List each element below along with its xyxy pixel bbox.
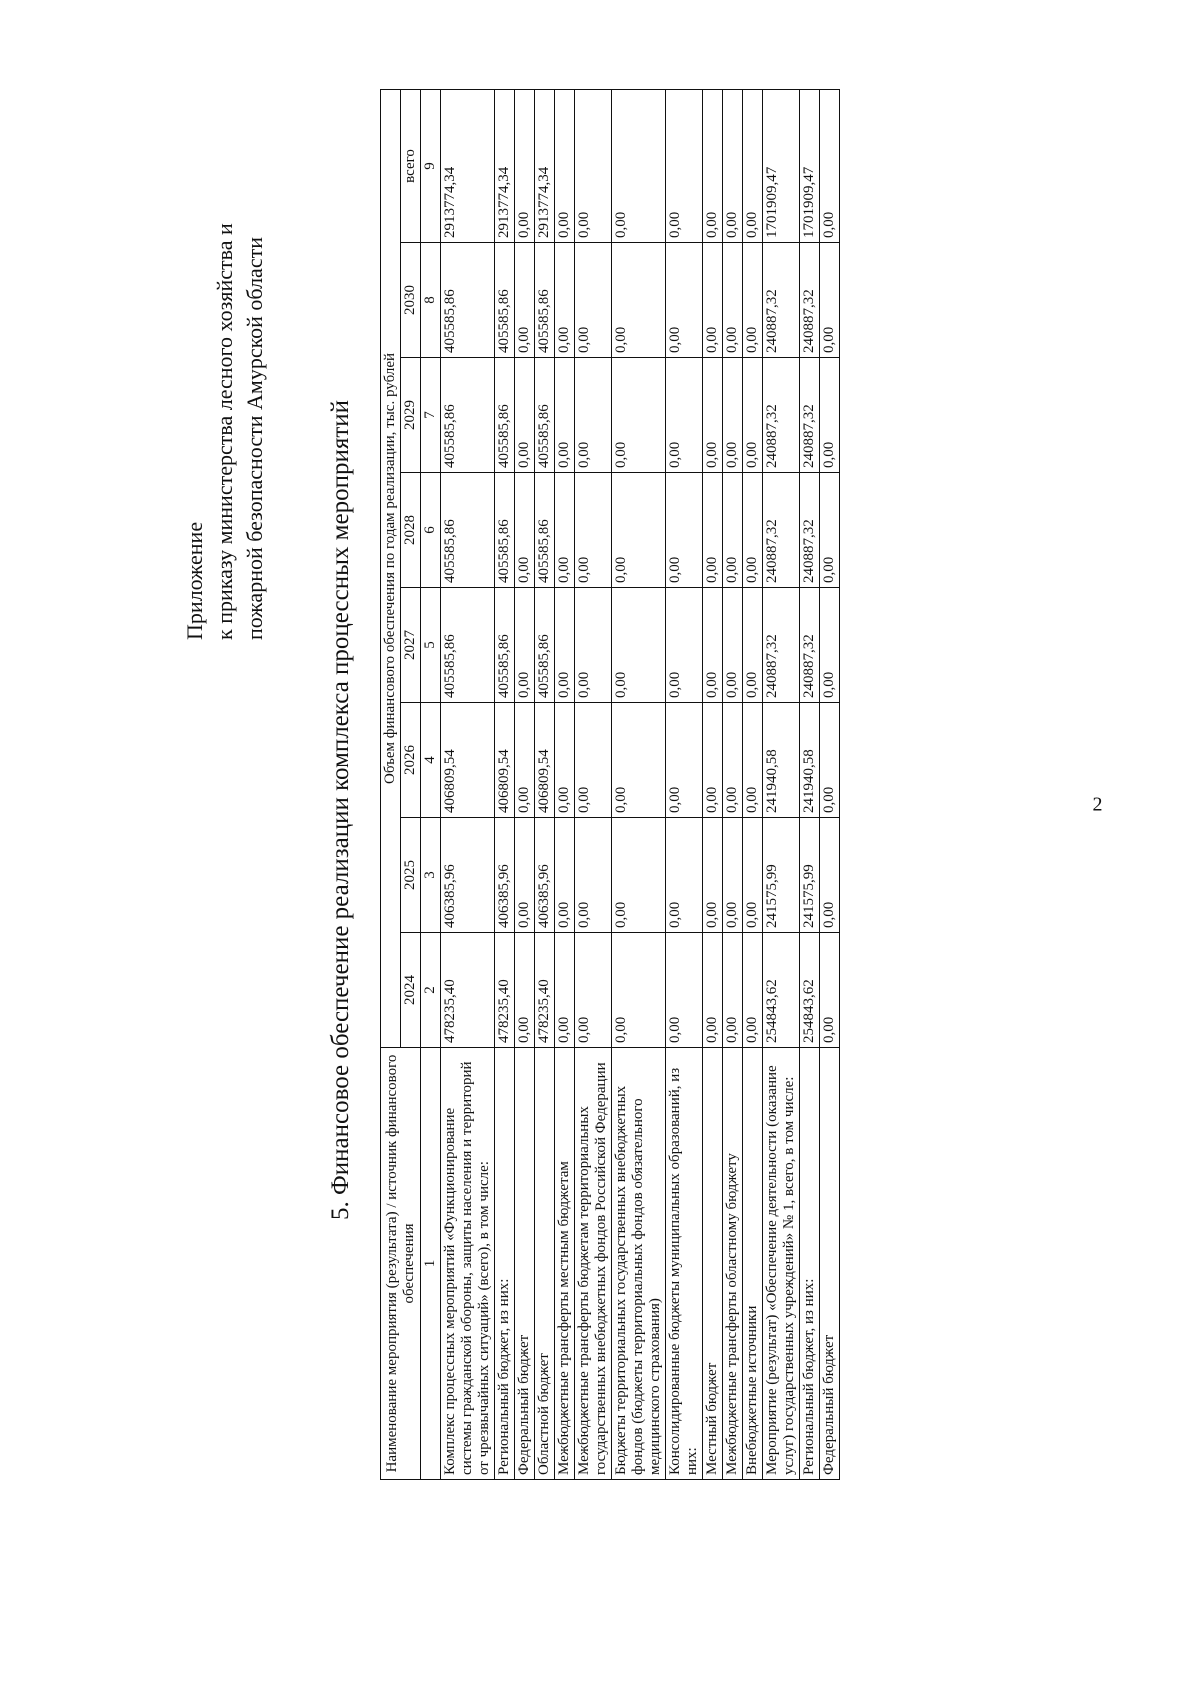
row-value: 405585,86 (441, 588, 495, 703)
row-value: 406809,54 (535, 703, 555, 818)
row-value: 2913774,34 (535, 89, 555, 242)
row-value: 0,00 (820, 243, 840, 358)
row-value: 0,00 (723, 243, 743, 358)
row-value: 254843,62 (800, 933, 820, 1048)
row-name: Бюджеты территориальных государственных внебюджетных фондов (бюджеты территориальных фондов обязательного медицинского страхования) (612, 1048, 666, 1480)
row-value: 0,00 (515, 588, 535, 703)
row-value: 406385,96 (535, 818, 555, 933)
row-value: 0,00 (820, 703, 840, 818)
row-value: 0,00 (612, 933, 666, 1048)
row-name: Федеральный бюджет (820, 1048, 840, 1480)
row-value: 0,00 (820, 358, 840, 473)
row-name: Комплекс процессных мероприятий «Функционирование системы гражданской обороны, защиты населения и территорий от чрезвычайных ситуаций» (всего), в том числе: (441, 1048, 495, 1480)
row-value: 0,00 (743, 933, 763, 1048)
section-title: 5. Финансовое обеспечение реализации комплекса процессных мероприятий (327, 399, 354, 1221)
header-column-number-7: 7 (421, 358, 441, 473)
row-value: 0,00 (612, 358, 666, 473)
row-value: 478235,40 (535, 933, 555, 1048)
row-value: 0,00 (612, 89, 666, 242)
row-value: 0,00 (723, 473, 743, 588)
row-value: 405585,86 (441, 358, 495, 473)
header-year-8: всего (401, 89, 421, 242)
row-value: 405585,86 (535, 358, 555, 473)
row-value: 405585,86 (535, 588, 555, 703)
row-value: 240887,32 (800, 588, 820, 703)
header-column-number-9: 9 (421, 89, 441, 242)
table-row (612, 89, 666, 1479)
header-volume: Объем финансового обеспечения по годам реализации, тыс. рублей (381, 89, 401, 1047)
row-value: 0,00 (555, 933, 575, 1048)
header-name: Наименование мероприятия (результата) / источник финансового обеспечения (381, 1048, 421, 1480)
row-value: 1701909,47 (763, 89, 800, 242)
row-value: 405585,86 (495, 588, 515, 703)
row-value: 241575,99 (800, 818, 820, 933)
row-value: 240887,32 (800, 243, 820, 358)
row-value: 0,00 (703, 243, 723, 358)
row-name: Межбюджетные трансферты бюджетам территориальных государственных внебюджетных фондов Российской Федерации (575, 1048, 612, 1480)
row-value: 2913774,34 (441, 89, 495, 242)
row-value: 0,00 (575, 243, 612, 358)
row-name: Внебюджетные источники (743, 1048, 763, 1480)
appendix-header (180, 80, 270, 640)
row-value: 0,00 (555, 703, 575, 818)
row-value: 0,00 (723, 818, 743, 933)
row-value: 0,00 (666, 89, 703, 242)
row-value: 0,00 (575, 473, 612, 588)
row-value: 241575,99 (763, 818, 800, 933)
header-row-1 (381, 89, 401, 1479)
row-value: 0,00 (666, 588, 703, 703)
row-value: 0,00 (703, 933, 723, 1048)
row-value: 240887,32 (763, 243, 800, 358)
row-value: 0,00 (743, 818, 763, 933)
row-value: 0,00 (515, 243, 535, 358)
header-column-number-1: 1 (421, 1048, 441, 1480)
row-value: 0,00 (820, 89, 840, 242)
row-value: 405585,86 (441, 243, 495, 358)
row-value: 406385,96 (441, 818, 495, 933)
row-value: 254843,62 (763, 933, 800, 1048)
row-value: 0,00 (703, 89, 723, 242)
header-column-number-5: 5 (421, 588, 441, 703)
row-value: 240887,32 (763, 588, 800, 703)
table-row (441, 89, 495, 1479)
table-row (820, 89, 840, 1479)
row-value: 0,00 (555, 243, 575, 358)
table-row (763, 89, 800, 1479)
row-value: 0,00 (575, 89, 612, 242)
row-value: 0,00 (555, 358, 575, 473)
row-value: 0,00 (703, 703, 723, 818)
row-value: 0,00 (515, 818, 535, 933)
header-column-numbers-row (421, 89, 441, 1479)
header-year-3: 2026 (401, 703, 421, 818)
table-row (555, 89, 575, 1479)
row-value: 0,00 (666, 703, 703, 818)
row-value: 0,00 (612, 473, 666, 588)
row-value: 0,00 (612, 703, 666, 818)
row-value: 406385,96 (495, 818, 515, 933)
header-column-number-2: 2 (421, 933, 441, 1048)
row-value: 0,00 (743, 588, 763, 703)
row-value: 405585,86 (441, 473, 495, 588)
header-year-6: 2029 (401, 358, 421, 473)
row-name: Региональный бюджет, из них: (800, 1048, 820, 1480)
table-body (441, 89, 840, 1479)
table-row (535, 89, 555, 1479)
row-value: 0,00 (666, 933, 703, 1048)
header-year-2: 2025 (401, 818, 421, 933)
appendix-line-1: к приказу министерства лесного хозяйства и (212, 223, 237, 640)
row-name: Консолидированные бюджеты муниципальных образований, из них: (666, 1048, 703, 1480)
row-value: 0,00 (612, 243, 666, 358)
row-value: 0,00 (515, 473, 535, 588)
row-value: 405585,86 (535, 473, 555, 588)
row-value: 0,00 (743, 358, 763, 473)
row-value: 0,00 (666, 473, 703, 588)
row-value: 240887,32 (763, 358, 800, 473)
row-value: 0,00 (555, 818, 575, 933)
row-value: 0,00 (575, 703, 612, 818)
row-value: 0,00 (515, 358, 535, 473)
table-row (723, 89, 743, 1479)
row-value: 0,00 (723, 358, 743, 473)
row-value: 0,00 (555, 588, 575, 703)
rotated-document-page (50, 50, 1150, 1650)
row-name: Федеральный бюджет (515, 1048, 535, 1480)
row-value: 0,00 (515, 89, 535, 242)
row-name: Межбюджетные трансферты областному бюджету (723, 1048, 743, 1480)
row-value: 405585,86 (495, 243, 515, 358)
row-name: Областной бюджет (535, 1048, 555, 1480)
row-value: 0,00 (743, 703, 763, 818)
row-value: 405585,86 (535, 243, 555, 358)
row-value: 0,00 (703, 473, 723, 588)
table-row (743, 89, 763, 1479)
row-value: 0,00 (723, 89, 743, 242)
header-year-7: 2030 (401, 243, 421, 358)
row-value: 0,00 (743, 473, 763, 588)
row-value: 0,00 (820, 818, 840, 933)
table-row (495, 89, 515, 1479)
table-row (800, 89, 820, 1479)
row-value: 0,00 (723, 588, 743, 703)
header-year-5: 2028 (401, 473, 421, 588)
row-value: 0,00 (575, 933, 612, 1048)
row-value: 0,00 (515, 703, 535, 818)
row-value: 406809,54 (441, 703, 495, 818)
row-value: 478235,40 (495, 933, 515, 1048)
row-value: 0,00 (666, 243, 703, 358)
header-year-4: 2027 (401, 588, 421, 703)
header-column-number-8: 8 (421, 243, 441, 358)
row-value: 0,00 (743, 89, 763, 242)
row-value: 0,00 (666, 358, 703, 473)
row-value: 0,00 (555, 473, 575, 588)
header-column-number-3: 3 (421, 818, 441, 933)
row-value: 0,00 (575, 588, 612, 703)
row-value: 2913774,34 (495, 89, 515, 242)
table-row (666, 89, 703, 1479)
row-value: 1701909,47 (800, 89, 820, 242)
row-name: Межбюджетные трансферты местным бюджетам (555, 1048, 575, 1480)
page-number: 2 (1092, 793, 1103, 816)
row-name: Региональный бюджет, из них: (495, 1048, 515, 1480)
row-value: 405585,86 (495, 358, 515, 473)
row-value: 406809,54 (495, 703, 515, 818)
header-column-number-4: 4 (421, 703, 441, 818)
row-value: 478235,40 (441, 933, 495, 1048)
row-value: 0,00 (820, 473, 840, 588)
row-value: 0,00 (666, 818, 703, 933)
row-value: 405585,86 (495, 473, 515, 588)
row-value: 0,00 (743, 243, 763, 358)
row-value: 0,00 (612, 818, 666, 933)
row-value: 240887,32 (800, 473, 820, 588)
row-value: 240887,32 (800, 358, 820, 473)
row-value: 0,00 (703, 358, 723, 473)
header-year-1: 2024 (401, 933, 421, 1048)
header-column-number-6: 6 (421, 473, 441, 588)
row-value: 0,00 (723, 933, 743, 1048)
appendix-title: Приложение (182, 521, 207, 640)
row-value: 0,00 (703, 818, 723, 933)
row-value: 241940,58 (800, 703, 820, 818)
row-value: 0,00 (820, 933, 840, 1048)
row-value: 0,00 (515, 933, 535, 1048)
row-value: 0,00 (723, 703, 743, 818)
row-value: 240887,32 (763, 473, 800, 588)
row-value: 0,00 (575, 818, 612, 933)
financing-table (380, 89, 840, 1480)
appendix-line-2: пожарной безопасности Амурской области (242, 237, 267, 640)
row-value: 241940,58 (763, 703, 800, 818)
row-value: 0,00 (555, 89, 575, 242)
row-value: 0,00 (612, 588, 666, 703)
table-row (575, 89, 612, 1479)
row-value: 0,00 (703, 588, 723, 703)
row-name: Местный бюджет (703, 1048, 723, 1480)
table-row (515, 89, 535, 1479)
row-value: 0,00 (820, 588, 840, 703)
row-name: Мероприятие (результат) «Обеспечение деятельности (оказание услуг) государственных учреждений» № 1, всего, в том числе: (763, 1048, 800, 1480)
row-value: 0,00 (575, 358, 612, 473)
table-row (703, 89, 723, 1479)
